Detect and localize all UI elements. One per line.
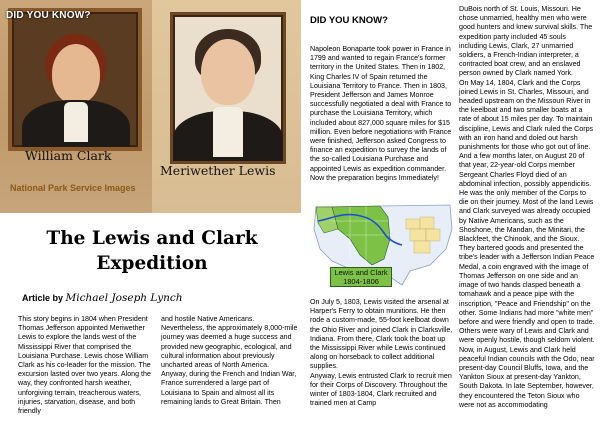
article-column-2: and hostile Native Americans. Nevertheless, the approximately 8,000-mile journey was deemed a huge success and provided new geographic, ecological, and cultural information about previously uncharted areas of North America. Anyway, during the French and Indian War, France surrendered a large part of Louisiana to Spain and almost all its remaining lands to Great Britain. Then xyxy=(161,315,298,406)
lewis-painting xyxy=(170,12,286,164)
clark-caption: William Clark xyxy=(25,148,112,163)
byline-prefix: Article by xyxy=(22,293,64,303)
byline xyxy=(22,292,183,304)
lewis-caption: Meriwether Lewis xyxy=(160,163,276,178)
portrait-banner xyxy=(0,0,301,213)
sidebar-column-2: DuBois north of St. Louis, Missouri. He chose unmarried, healthy men who were good hunters and knew survival skills. The expedition party included 45 souls including Lewis, Clark, 27 unmarried soldiers, a French-Indian interpreter, a contracted boat crew, and an enslaved person owned by Clark named York. On May 14, 1804, Clark and the Corps joined Lewis in St. Charles, Missouri, and headed upstream on the Missouri River in the keelboat and two smaller boats at a rate of about 15 miles per day. To maintain discipline, Lewis and Clark ruled the Corps with an iron hand and doled out harsh punishments for those who got out of line. And a few months later, on August 20 of that year, 22-year-old Corps member Sergeant Charles Floyd died of an abdominal infection, possibly appendicitis. He was the only member of the Corps to die on their journey. Most of the land Lewis and Clark surveyed was already occupied by Native Americans, such as the Shoshone, the Mandan, the Minitari, the Blackfeet, the Chinook, and the Sioux. They bartered goods and presented the tribe's leader with a Jefferson Indian Peace Medal, a coin engraved with the image of Thomas Jefferson on one side and an image of two hands clasped beneath a tomahawk and a peace pipe with the inscription, "Peace and Friendship" on the other. Some Indians had more "white men" before and were friendly and open to trade. Others were wary of Lewis and Clark and were openly hostile, though seldom violent. Now, in August, Lewis and Clark held peaceful Indian councils with the Odo, near present-day Council Bluffs, Iowa, and the Yankton Sioux at present-day Yankton, South Dakota. In late September, however, they encountered the Teton Sioux who were not as accommodating xyxy=(459,5,595,409)
map-label xyxy=(330,267,392,287)
author-name: Michael Joseph Lynch xyxy=(65,292,183,304)
clark-portrait xyxy=(0,0,152,213)
sidebar-column-1-continued: On July 5, 1803, Lewis visited the arsenal at Harper's Ferry to obtain munitions. He then rode a custom-made, 55-foot keelboat down the Ohio River and joined Clark in Clarksville, Indiana. From there, Clark took the boat up the Mississippi River while Lewis continued along on horseback to collect additional supplies. Anyway, Lewis entrusted Clark to recruit men for their Corps of Discovery. Throughout the winter of 1803-1804, Clark recruited and trained men at Camp xyxy=(310,298,453,408)
lewis-portrait xyxy=(152,0,301,213)
article-title: The Lewis and Clark Expedition xyxy=(46,228,258,274)
clark-painting xyxy=(8,8,142,151)
image-credit: National Park Service Images xyxy=(10,183,136,193)
did-you-know-banner: DID YOU KNOW? xyxy=(6,10,91,21)
sidebar-heading: DID YOU KNOW? xyxy=(310,15,388,26)
map-label-title: Lewis and Clark xyxy=(334,268,388,277)
expedition-map xyxy=(310,199,456,293)
article-column-1: This story begins in 1804 when President Thomas Jefferson appointed Meriwether Lewis to explore the lands west of the Mississippi River that comprised the Louisiana Purchase. Lewis chose William Clark as his co-leader for the mission. The excursion lasted over two years. Along the way, they confronted harsh weather, unforgiving terrain, treacherous waters, injuries, starvation, disease, and both friendly xyxy=(18,315,151,416)
sidebar-column-1: Napoleon Bonaparte took power in France in 1799 and wanted to regain France's former territory in the United States. Then in 1802, King Charles IV of Spain returned the Louisiana Territory to France. Then in 1803, President Jefferson and James Monroe successfully negotiated a deal with France to purchase the Louisiana Territory, which included about 827,000 square miles for $15 million. Even before negotiations with France were finished, Jefferson asked Congress to finance an expedition to survey the lands of the so-called Louisiana Purchase and appointed Lewis as expedition commander. Now the preparation begins Immediately! xyxy=(310,45,452,182)
map-label-years: 1804-1806 xyxy=(343,277,379,286)
